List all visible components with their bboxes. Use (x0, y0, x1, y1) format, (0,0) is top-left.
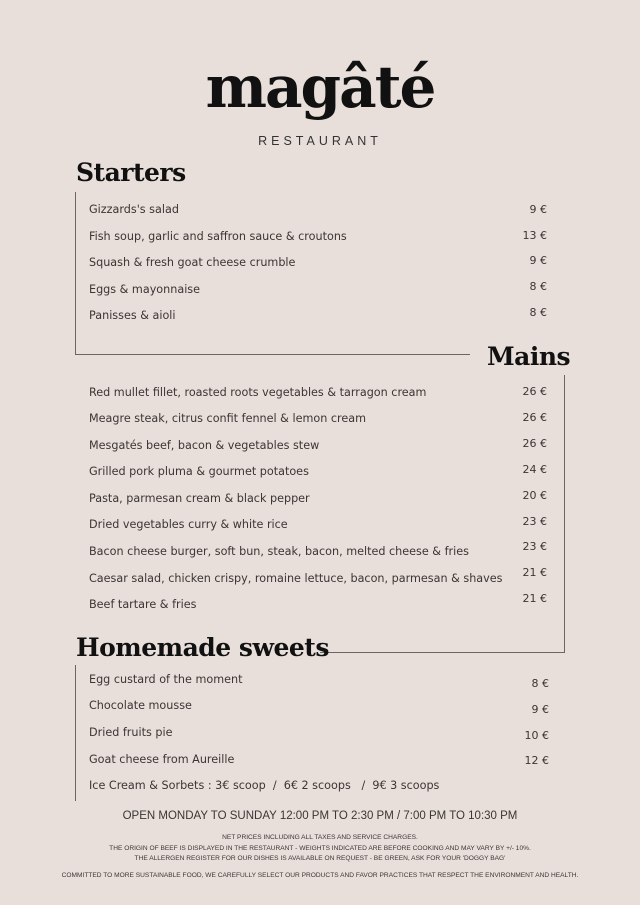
menu-item-name: Dried fruits pie (89, 726, 173, 739)
menu-item-name: Panisses & aioli (89, 309, 176, 322)
opening-hours: OPEN MONDAY TO SUNDAY 12:00 PM TO 2:30 PM / 7:00 PM TO 10:30 PM (122, 810, 518, 822)
menu-item-name: Grilled pork pluma & gourmet potatoes (89, 465, 309, 478)
menu-item-name: Squash & fresh goat cheese crumble (89, 256, 296, 269)
menu-item-price: 13 € (522, 229, 547, 242)
menu-item-price: 8 € (531, 677, 549, 690)
restaurant-subtitle: RESTAURANT (258, 134, 382, 148)
menu-item-price: 9 € (529, 203, 547, 216)
menu-item-price: 26 € (522, 411, 547, 424)
starters-bottom-border (75, 354, 470, 355)
menu-item-name: Caesar salad, chicken crispy, romaine lettuce, bacon, parmesan & shaves (89, 572, 503, 585)
note-line: NET PRICES INCLUDING ALL TAXES AND SERVICE CHARGES. (222, 834, 418, 841)
starters-heading: Starters (76, 158, 186, 187)
menu-item-name: Beef tartare & fries (89, 598, 197, 611)
menu-item-name: Gizzards's salad (89, 203, 179, 216)
menu-item-price: 8 € (529, 280, 547, 293)
menu-item-name: Dried vegetables curry & white rice (89, 518, 288, 531)
menu-item-name: Bacon cheese burger, soft bun, steak, bacon, melted cheese & fries (89, 545, 469, 558)
menu-item-price: 10 € (524, 729, 549, 742)
menu-item-name: Mesgatés beef, bacon & vegetables stew (89, 439, 320, 452)
footer-notes (0, 833, 640, 865)
menu-item-price: 9 € (529, 254, 547, 267)
menu-item-price: 23 € (522, 515, 547, 528)
menu-item-price: 8 € (529, 306, 547, 319)
menu-item-name: Chocolate mousse (89, 699, 192, 712)
sweets-left-border (75, 665, 76, 801)
ice-cream-pricing: Ice Cream & Sorbets : 3€ scoop / 6€ 2 scoops / 9€ 3 scoops (89, 779, 440, 792)
menu-item-price: 21 € (522, 566, 547, 579)
restaurant-logo: magâté (205, 53, 435, 121)
menu-item-name: Meagre steak, citrus confit fennel & lemon cream (89, 412, 366, 425)
menu-item-price: 20 € (522, 489, 547, 502)
menu-item-name: Eggs & mayonnaise (89, 283, 201, 296)
menu-item-price: 26 € (522, 437, 547, 450)
sustainability-statement: COMMITTED TO MORE SUSTAINABLE FOOD, WE CAREFULLY SELECT OUR PRODUCTS AND FAVOR PRACTICES THAT RESPECT THE ENVIRONMENT AND HEALTH. (61, 872, 579, 879)
mains-right-border (564, 375, 565, 652)
menu-item-price: 21 € (522, 592, 547, 605)
menu-item-price: 9 € (531, 703, 549, 716)
menu-item-name: Red mullet fillet, roasted roots vegetables & tarragon cream (89, 386, 427, 399)
menu-item-name: Fish soup, garlic and saffron sauce & croutons (89, 230, 347, 243)
menu-item-price: 23 € (522, 540, 547, 553)
menu-item-name: Pasta, parmesan cream & black pepper (89, 492, 310, 505)
menu-item-name: Egg custard of the moment (89, 673, 243, 686)
menu-item-price: 26 € (522, 385, 547, 398)
mains-heading: Mains (487, 342, 571, 371)
sweets-heading: Homemade sweets (76, 633, 329, 662)
menu-item-price: 24 € (522, 463, 547, 476)
note-line: THE ALLERGEN REGISTER FOR OUR DISHES IS AVAILABLE ON REQUEST - BE GREEN, ASK FOR YOUR 'DOGGY BAG' (134, 855, 506, 862)
menu-item-name: Goat cheese from Aureille (89, 753, 235, 766)
starters-left-border (75, 192, 76, 355)
mains-bottom-border (320, 652, 565, 653)
menu-item-price: 12 € (524, 754, 549, 767)
note-line: THE ORIGIN OF BEEF IS DISPLAYED IN THE RESTAURANT - WEIGHTS INDICATED ARE BEFORE COOKING AND MAY VARY BY +/- 10%. (109, 844, 531, 852)
